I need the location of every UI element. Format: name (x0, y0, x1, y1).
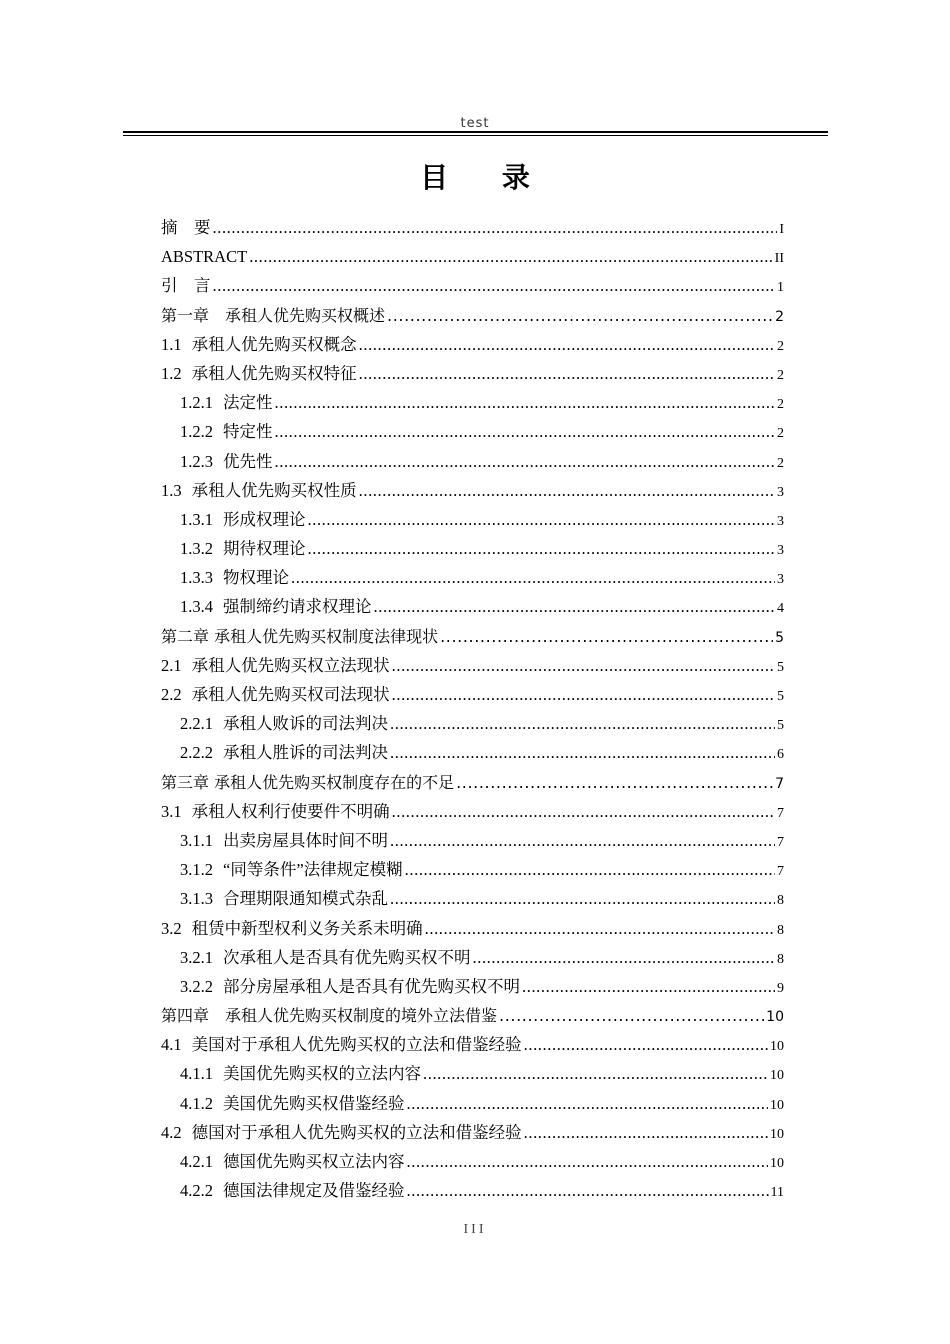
toc-entry-page: 7 (777, 864, 784, 880)
toc-entry[interactable] (161, 855, 784, 884)
toc-entry[interactable] (161, 1001, 784, 1030)
toc-dot-leader (359, 476, 775, 505)
toc-entry-page: 8 (777, 893, 784, 909)
toc-entry[interactable] (161, 1118, 784, 1147)
toc-dot-leader (374, 592, 776, 621)
toc-dot-leader (308, 505, 776, 534)
toc-entry-title: 强制缔约请求权理论 (223, 597, 372, 617)
toc-entry-page: 4 (777, 601, 784, 617)
toc-entry-page: 3 (777, 572, 784, 588)
toc-entry-number: 4.2 (161, 1122, 182, 1142)
toc-dot-leader (213, 271, 776, 300)
toc-dot-leader (524, 1118, 768, 1147)
page-header-text: test (460, 116, 490, 131)
toc-title: 目 录 (420, 161, 552, 194)
toc-entry[interactable] (161, 1147, 784, 1176)
toc-entry[interactable] (161, 330, 784, 359)
toc-entry-title: 承租人优先购买权性质 (191, 480, 357, 500)
toc-entry-page: 2 (777, 426, 784, 442)
toc-entry-page: 10 (770, 1039, 784, 1055)
toc-entry-title: 特定性 (223, 422, 273, 442)
toc-entry-title: 第三章 承租人优先购买权制度存在的不足 (161, 772, 455, 792)
toc-entry[interactable] (161, 592, 784, 621)
toc-entry-title: 承租人胜诉的司法判决 (223, 743, 388, 763)
toc-entry-page: 7 (777, 805, 784, 821)
header-rule-thick (123, 131, 828, 133)
toc-entry[interactable] (161, 709, 784, 738)
toc-dot-leader (473, 943, 776, 972)
toc-entry-number: 2.2.2 (180, 743, 213, 763)
toc-entry[interactable] (161, 884, 784, 913)
toc-entry-page: 10 (770, 1126, 784, 1142)
toc-entry-page: 2 (777, 397, 784, 413)
toc-entry-number: 3.1.2 (180, 860, 213, 880)
toc-entry[interactable] (161, 359, 784, 388)
toc-entry-page: 9 (777, 980, 784, 996)
toc-entry-page: II (774, 251, 784, 267)
toc-entry-title: “同等条件”法律规定模糊 (223, 860, 403, 880)
toc-entry[interactable] (161, 914, 784, 943)
toc-entry[interactable] (161, 1059, 784, 1088)
toc-entry[interactable] (161, 271, 784, 300)
toc-dot-leader (499, 1001, 764, 1030)
toc-entry-page: 5 (775, 629, 784, 646)
toc-entry-title: 次承租人是否具有优先购买权不明 (223, 947, 471, 967)
toc-dot-leader (390, 709, 775, 738)
toc-entry-title: 德国法律规定及借鉴经验 (223, 1181, 405, 1201)
toc-entry-page: 3 (777, 484, 784, 500)
toc-dot-leader (456, 768, 773, 797)
toc-entry-title: 法定性 (223, 393, 273, 413)
toc-entry-page: 11 (770, 1185, 784, 1201)
toc-entry-number: 3.1 (161, 801, 182, 821)
toc-entry[interactable] (161, 1030, 784, 1059)
toc-entry-page: 6 (777, 747, 784, 763)
toc-entry-title: 承租人优先购买权立法现状 (191, 655, 390, 675)
toc-entry-page: 2 (777, 367, 784, 383)
toc-entry-number: 4.2.2 (180, 1181, 213, 1201)
toc-entry-title: 合理期限通知模式杂乱 (223, 889, 388, 909)
toc-dot-leader (249, 242, 772, 271)
toc-entry-title: 物权理论 (223, 568, 289, 588)
toc-dot-leader (407, 1089, 769, 1118)
toc-entry-number: 1.2.1 (180, 393, 213, 413)
toc-entry-number: 4.1.2 (180, 1093, 213, 1113)
toc-entry-page: 2 (775, 308, 784, 325)
toc-entry-number: 4.1 (161, 1035, 182, 1055)
toc-entry-page: I (779, 222, 784, 237)
toc-entry-number: 3.2.1 (180, 947, 213, 967)
toc-dot-leader (524, 1030, 768, 1059)
toc-entry-number: 2.2.1 (180, 714, 213, 734)
toc-entry-title: 承租人优先购买权概念 (191, 334, 357, 354)
toc-entry[interactable] (161, 1089, 784, 1118)
toc-entry-page: 10 (770, 1068, 784, 1084)
toc-entry-page: 8 (777, 951, 784, 967)
toc-entry-title: 承租人优先购买权特征 (191, 363, 357, 383)
toc-entry-page: 7 (775, 775, 784, 792)
toc-entry-title: 德国对于承租人优先购买权的立法和借鉴经验 (191, 1122, 522, 1142)
toc-entry-title: 形成权理论 (223, 509, 306, 529)
toc-entry[interactable] (161, 826, 784, 855)
toc-dot-leader (213, 213, 778, 242)
toc-entry-number: 4.1.1 (180, 1064, 213, 1084)
toc-dot-leader (387, 301, 773, 330)
toc-entry-page: 8 (777, 922, 784, 938)
toc-entry[interactable] (161, 417, 784, 446)
toc-entry-page: 2 (777, 338, 784, 354)
toc-entry-title: 第一章 承租人优先购买权概述 (161, 305, 386, 325)
toc-entry-page: 2 (777, 455, 784, 471)
toc-entry-page: 3 (777, 543, 784, 559)
toc-dot-leader (275, 417, 776, 446)
toc-dot-leader (359, 330, 775, 359)
toc-entry[interactable] (161, 768, 784, 797)
toc-dot-leader (407, 1147, 769, 1176)
toc-dot-leader (275, 388, 776, 417)
toc-entry-title: 第四章 承租人优先购买权制度的境外立法借鉴 (161, 1006, 498, 1026)
table-of-contents (161, 213, 784, 1205)
toc-entry[interactable] (161, 651, 784, 680)
toc-entry[interactable] (161, 738, 784, 767)
toc-entry-number: 1.3 (161, 480, 182, 500)
toc-dot-leader (425, 914, 775, 943)
toc-entry-page: 10 (770, 1156, 784, 1171)
toc-entry-page: 10 (770, 1097, 784, 1113)
toc-entry[interactable] (161, 797, 784, 826)
toc-entry-number: 3.2 (161, 918, 182, 938)
toc-entry-number: 1.2.2 (180, 422, 213, 442)
toc-entry-title: ABSTRACT (161, 247, 248, 267)
toc-entry-number: 1.3.3 (180, 568, 213, 588)
toc-entry[interactable] (161, 242, 784, 271)
toc-dot-leader (390, 884, 775, 913)
toc-entry-number: 3.1.1 (180, 830, 213, 850)
toc-entry-number: 1.2 (161, 363, 182, 383)
toc-entry-title: 德国优先购买权立法内容 (223, 1152, 405, 1171)
toc-dot-leader (392, 651, 775, 680)
toc-entry-title: 租赁中新型权利义务关系未明确 (191, 918, 423, 938)
toc-entry-number: 3.1.3 (180, 889, 213, 909)
header-rule-thin (123, 135, 828, 136)
toc-entry[interactable] (161, 505, 784, 534)
toc-entry-title: 优先性 (223, 451, 273, 471)
toc-entry-page: 3 (777, 513, 784, 529)
toc-entry[interactable] (161, 563, 784, 592)
toc-dot-leader (275, 447, 776, 476)
toc-entry-number: 1.3.1 (180, 509, 213, 529)
toc-entry-page: 1 (777, 280, 784, 296)
toc-entry-number: 1.3.4 (180, 597, 213, 617)
toc-dot-leader (392, 797, 775, 826)
toc-entry[interactable] (161, 476, 784, 505)
toc-entry-title: 部分房屋承租人是否具有优先购买权不明 (223, 976, 520, 996)
toc-entry[interactable] (161, 622, 784, 651)
toc-entry[interactable] (161, 1176, 784, 1205)
toc-dot-leader (291, 563, 775, 592)
toc-entry-title: 美国优先购买权借鉴经验 (223, 1093, 405, 1113)
toc-entry-title: 承租人败诉的司法判决 (223, 714, 388, 734)
toc-entry-page: 10 (766, 1009, 784, 1026)
toc-dot-leader (308, 534, 776, 563)
toc-dot-leader (407, 1176, 769, 1205)
toc-entry-title: 美国优先购买权的立法内容 (223, 1064, 421, 1084)
toc-dot-leader (405, 855, 775, 884)
toc-entry[interactable] (161, 943, 784, 972)
toc-entry-page: 5 (777, 718, 784, 734)
toc-entry-number: 1.3.2 (180, 539, 213, 559)
toc-entry-page: 7 (777, 834, 784, 850)
toc-dot-leader (440, 622, 773, 651)
toc-entry-number: 2.1 (161, 655, 182, 675)
toc-dot-leader (390, 826, 775, 855)
toc-entry[interactable] (161, 388, 784, 417)
toc-entry[interactable] (161, 534, 784, 563)
toc-entry-title: 摘 要 (161, 218, 211, 237)
toc-entry-title: 期待权理论 (223, 539, 306, 559)
toc-entry-number: 1.2.3 (180, 451, 213, 471)
toc-entry-title: 美国对于承租人优先购买权的立法和借鉴经验 (191, 1035, 522, 1055)
toc-entry-page: 5 (777, 659, 784, 675)
toc-entry-title: 承租人优先购买权司法现状 (191, 685, 390, 704)
toc-entry-title: 第二章 承租人优先购买权制度法律现状 (161, 626, 439, 646)
toc-entry[interactable] (161, 213, 784, 242)
toc-entry-number: 2.2 (161, 685, 182, 704)
toc-entry[interactable] (161, 972, 784, 1001)
toc-dot-leader (392, 680, 775, 709)
toc-dot-leader (522, 972, 775, 1001)
toc-entry-title: 引 言 (161, 276, 211, 296)
toc-entry-number: 1.1 (161, 334, 182, 354)
toc-entry-number: 4.2.1 (180, 1152, 213, 1171)
toc-entry[interactable] (161, 680, 784, 709)
toc-dot-leader (423, 1059, 768, 1088)
toc-dot-leader (390, 738, 775, 767)
page-number: III (463, 1222, 487, 1237)
toc-entry-title: 承租人权利行使要件不明确 (191, 801, 390, 821)
toc-dot-leader (359, 359, 775, 388)
toc-entry[interactable] (161, 447, 784, 476)
toc-entry-title: 出卖房屋具体时间不明 (223, 830, 388, 850)
toc-entry-number: 3.2.2 (180, 976, 213, 996)
toc-entry[interactable] (161, 301, 784, 330)
toc-entry-page: 5 (777, 689, 784, 704)
